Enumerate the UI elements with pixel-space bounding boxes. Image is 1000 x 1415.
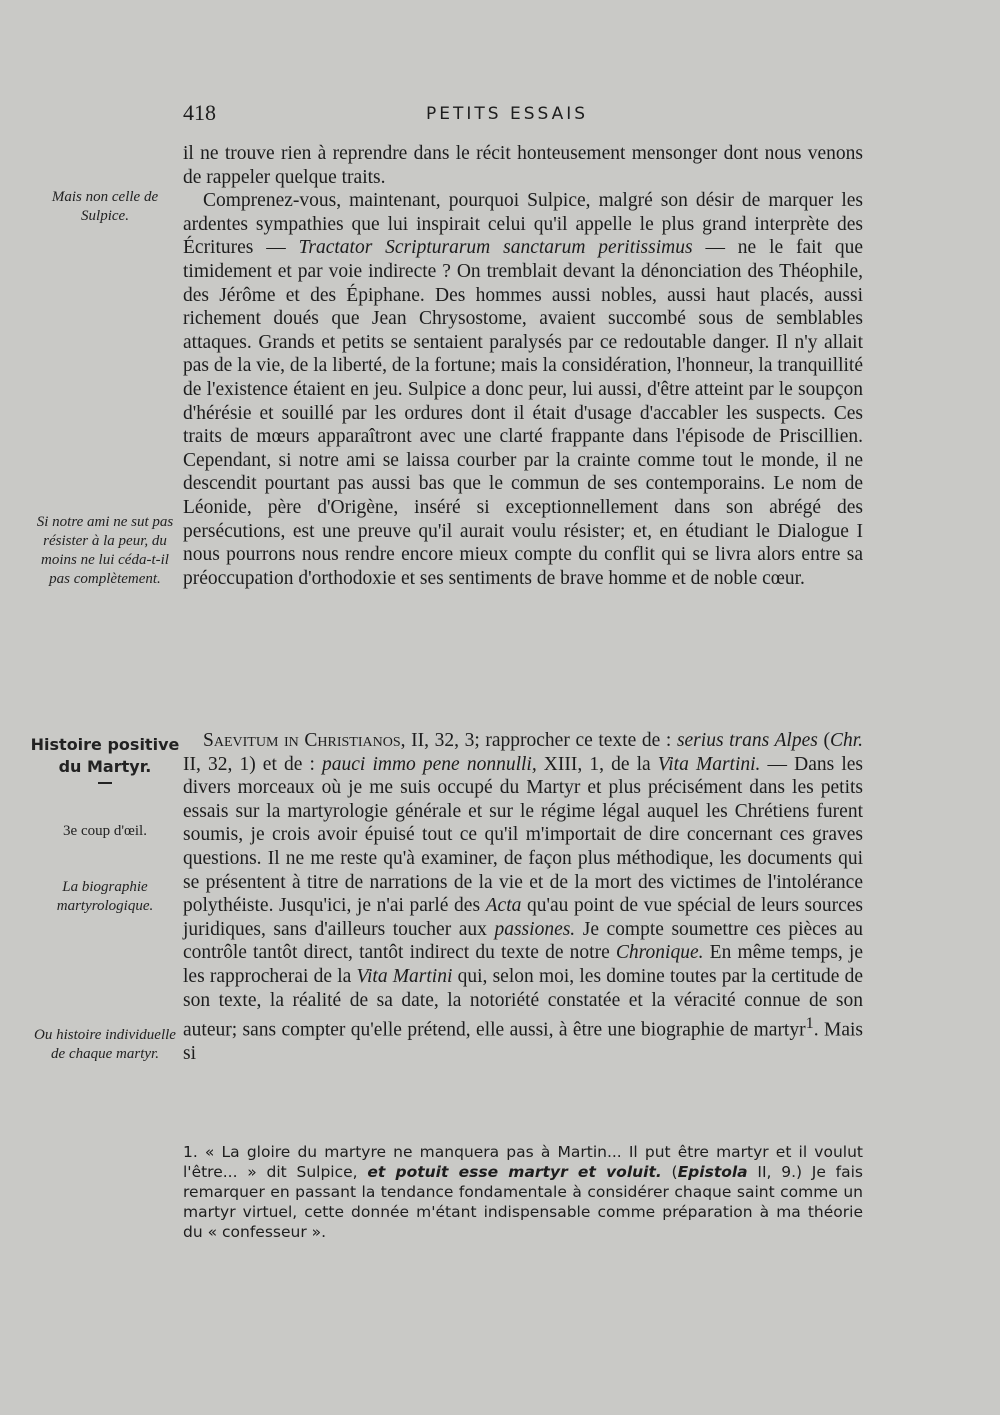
latin-quote: Vita Martini xyxy=(356,965,453,987)
body-section-1 xyxy=(183,142,863,590)
latin-title: Saevitum in Christianos xyxy=(203,730,401,751)
text-run: Je compte soumettre ces pièces au contrôle tantôt direct, tantôt indirect du texte de notre xyxy=(183,918,864,964)
footnote xyxy=(183,1142,863,1242)
footnote-text xyxy=(183,1142,863,1242)
paragraph-continuation: il ne trouve rien à reprendre dans le récit honteusement mensonger dont nous venons de rappeler quelque traits. xyxy=(183,143,863,188)
latin-quote: pauci immo pene nonnulli, xyxy=(322,753,537,775)
latin-quote: passiones. xyxy=(494,918,576,940)
text-run: . Mais si xyxy=(183,1019,863,1065)
margin-heading-histoire xyxy=(30,734,180,786)
paragraph-saevitum xyxy=(183,729,863,1066)
text-run: ( xyxy=(661,1163,678,1181)
text-run: — Dans les divers morceaux où je me suis occupé du Martyr et plus précisément dans les petits essais sur la martyrologie générale et sur le régime légal auquel les Chrétiens furent soumis, je crois avoir épuisé tout ce qu'il m'importait de dire concernant ces graves questions. Il ne me reste qu'à examiner, de façon plus méthodique, les documents qui se présentent à titre de narrations de la vie et de la mort des victimes de l'intolérance polythéiste. Jusqu'ici, je n'ai parlé des xyxy=(183,753,863,917)
text-run: ( xyxy=(817,730,830,751)
text-run: qui, selon moi, les domine toutes par la certitude de son texte, la réalité de sa date, la notoriété constatée et la véracité connue de son auteur; sans compter qu'elle prétend, elle aussi, à être une biographie de martyr xyxy=(183,965,863,1041)
text-run: 1. « La gloire du martyre ne manquera pas à Martin... Il put être martyr et il voulut l'être... » dit Sulpice, xyxy=(183,1143,863,1181)
latin-quote: Acta xyxy=(485,895,522,917)
margin-note-biographie: La biographie martyrologique. xyxy=(56,879,154,914)
text-run: qu'au point de vue spécial de leurs sources juridiques, sans d'ailleurs toucher aux xyxy=(183,895,864,940)
margin-dash xyxy=(98,782,112,784)
margin-note-sulpice: Mais non celle de Sulpice. xyxy=(51,189,159,224)
text-run: — ne le fait que timidement et par voie indirecte ? On tremblait devant la dénonciation des Théophile, des Jérôme et des Épiphane. Des hommes aussi nobles, aussi haut placés, aussi richement doués que Jean Chrysostome, avaient succombé sous de semblables attaques. Grands et petits se sentaient paralysés par ce redoutable danger. Il n'y allait pas de la vie, de la liberté, de la fortune; mais la considération, l'honneur, la tranquillité de l'existence étaient en jeu. Sulpice a donc peur, lui aussi, d'être atteint par le soupçon d'hérésie et souillé par les ordures dont il était d'usage d'accabler les suspects. Ces traits de mœurs apparaîtront avec une clarté frappante dans l'épisode de Priscillien. Cependant, si notre ami se laissa courber par la crainte comme tout le monde, il ne descendit pourtant pas aussi bas que le commun de ses contemporains. Le nom de Léonide, père d'Origène, inséré si exceptionnellement dans son abrégé des persécutions, est une preuve qu'il aurait voulu résister; et, en étudiant le Dialogue I nous pourrons nous rendre encore mieux compte du conflit qui se livra alors entre sa préoccupation d'orthodoxie et ses sentiments de brave homme et de noble cœur. xyxy=(183,237,863,589)
text-run: XIII, 1, de la xyxy=(536,753,658,775)
body-section-2 xyxy=(183,729,863,1066)
text-run: Comprenez-vous, maintenant, pourquoi Sulpice, malgré son désir de marquer les ardentes sympathies que lui inspirait celui qu'il appelle le plus grand interprète des Écritures — xyxy=(183,190,863,259)
page-header xyxy=(183,100,863,130)
text-run: II, 32, 1) et de : xyxy=(183,753,323,775)
latin-quote: Chr. xyxy=(829,730,863,751)
footnote-ref: 1 xyxy=(805,1014,814,1033)
latin-quote: Epistola xyxy=(677,1163,748,1181)
latin-quote: Chronique. xyxy=(615,942,704,964)
margin-note-fear: Si notre ami ne sut pas résister à la peur, du moins ne lui céda-t-il pas complètement. xyxy=(36,514,174,587)
paragraph-sulpice xyxy=(183,189,863,590)
margin-heading-text: Histoire positive du Martyr. xyxy=(30,735,180,776)
text-run: , II, 32, 3; rapprocher ce texte de : xyxy=(400,730,677,751)
text-run: II, 9.) Je fais remarquer en passant la tendance fondamentale à considérer chaque saint comme un martyr virtuel, cette donnée m'étant indispensable comme préparation à ma théorie du « confesseur ». xyxy=(183,1163,863,1241)
latin-quote: Tractator Scripturarum sanctarum peritissimus xyxy=(298,237,693,259)
latin-quote: et potuit esse martyr et voluit. xyxy=(367,1163,662,1181)
latin-quote: serius trans Alpes xyxy=(676,730,818,751)
page-number: 418 xyxy=(183,100,216,125)
latin-quote: Vita Martini. xyxy=(657,753,761,775)
margin-note-coup: 3e coup d'œil. xyxy=(63,823,147,839)
margin-note-histoire-individuelle: Ou histoire individuelle de chaque martyr. xyxy=(34,1027,176,1062)
text-run: En même temps, je les rapprocherai de la xyxy=(183,942,863,987)
running-title: PETITS ESSAIS xyxy=(426,104,589,124)
